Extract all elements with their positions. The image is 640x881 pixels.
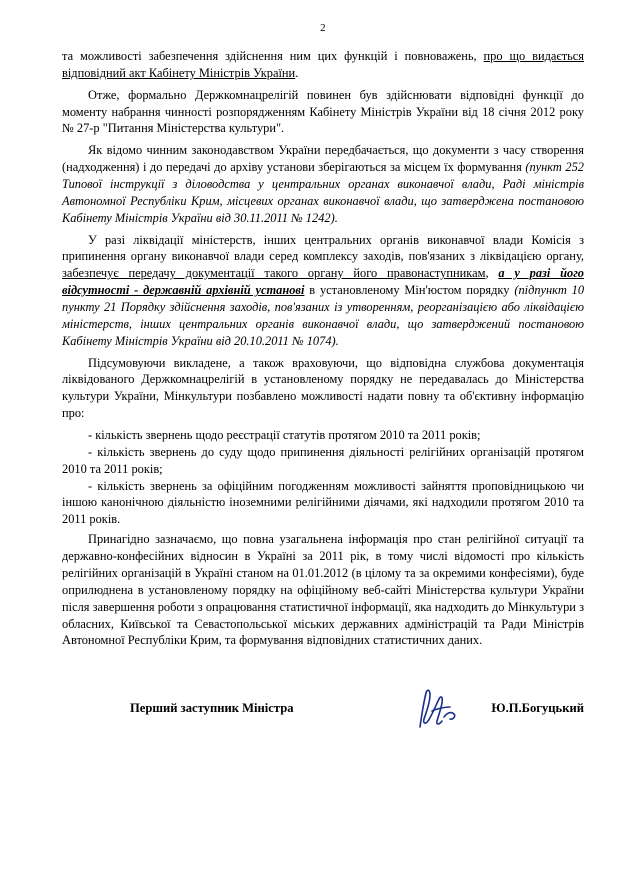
text-run: У разі ліквідації міністерств, інших центральних органів виконавчої влади Комісія з припинення органу виконавчої влади серед комплексу заходів, пов'язаних з ліквідацією органу, [62,232,584,264]
signature-block [62,687,584,757]
text-run: Отже, формально Держкомнацрелігій повинен був здійснювати відповідні функції до моменту набрання чинності розпорядженням Кабінету Міністрів України від 18 січня 2012 року № 27-р "Питання Міністерства культури". [62,87,584,136]
text-run-underline: про що видається відповідний акт Кабінету Міністрів України [62,49,584,80]
list-item: - кількість звернень щодо реєстрації статутів протягом 2010 та 2011 років; [88,428,481,443]
paragraph-4 [62,232,584,350]
text-run: Як відомо чинним законодавством України передбачається, що документи з часу створення (надходження) і до передачі до архіву установи зберігаються за місцем їх формування [62,143,584,175]
text-run: , [485,266,499,281]
signatory-name: Ю.П.Богуцький [491,701,584,716]
handwritten-signature-icon [406,687,466,731]
document-body [62,48,584,649]
text-run: . [295,65,299,80]
paragraph-1 [62,48,584,82]
text-run-italic: (підпункт 10 пункту 21 Порядку здійснення заходів, пов'язаних із утворенням, реорганізацією або ліквідацією міністерств, інших центральних органів виконавчої влади, що затверджений постановою Кабінету Міністрів України від 20.10.2011 № 1074). [62,283,585,348]
paragraph-5 [62,355,584,422]
paragraph-2 [62,87,584,138]
list-item: - кількість звернень до суду щодо припинення діяльності релігійних організацій протягом 2010 та 2011 років; [62,444,584,476]
paragraph-6 [62,531,584,649]
paragraph-3 [62,142,584,226]
text-run: в установленому Мін'юстом порядку [304,283,515,298]
text-run-underline: забезпечує передачу документації такого органу його правонаступникам [62,266,486,281]
text-run-emphasis: а у разі його відсутності - державній архівній установі [62,266,584,298]
text-run: Принагідно зазначаємо, що повна узагальнена інформація про стан релігійної ситуації та державно-конфесійних відносин в Україні за 2011 рік, в тому числі відомості про кількість релігійних організацій в Україні станом на 01.01.2012 (в цілому та за окремими конфесіями), буде оприлюднена в установленому порядку на офіційному веб-сайті Міністерства культури України після завершення роботи з опрацювання статистичної інформації, яка надходить до Мінкультури з обласних, Київської та Севастопольської міських державних адміністрацій та Ради Міністрів Автономної Республіки Крим, та формування відповідних статистичних даних. [62,532,584,648]
signatory-title: Перший заступник Міністра [130,701,294,716]
text-run-italic: (пункт 252 Типової інструкції з діловодства у центральних органах виконавчої влади, Раді міністрів Автономної Республіки Крим, місцевих органах виконавчої влади, що затверджена постановою Кабінету Міністрів України від 30.11.2011 № 1242). [62,160,584,225]
text-run: Підсумовуючи викладене, а також враховуючи, що відповідна службова документація ліквідованого Держкомнацрелігій в установленому порядку не передавалась до Міністерства культури України, Мінкультури позбавлено можливості надати повну та об'єктивну інформацію про: [62,355,584,421]
list-item: - кількість звернень за офіційним погодженням можливості зайняття проповідницькою чи іншою канонічною діяльністю іноземними релігійними діячами, які надходили протягом 2010 та 2011 років. [62,478,584,527]
text-run: та можливості забезпечення здійснення ним цих функцій і повноважень, [62,49,484,63]
page-number: 2 [320,22,326,34]
